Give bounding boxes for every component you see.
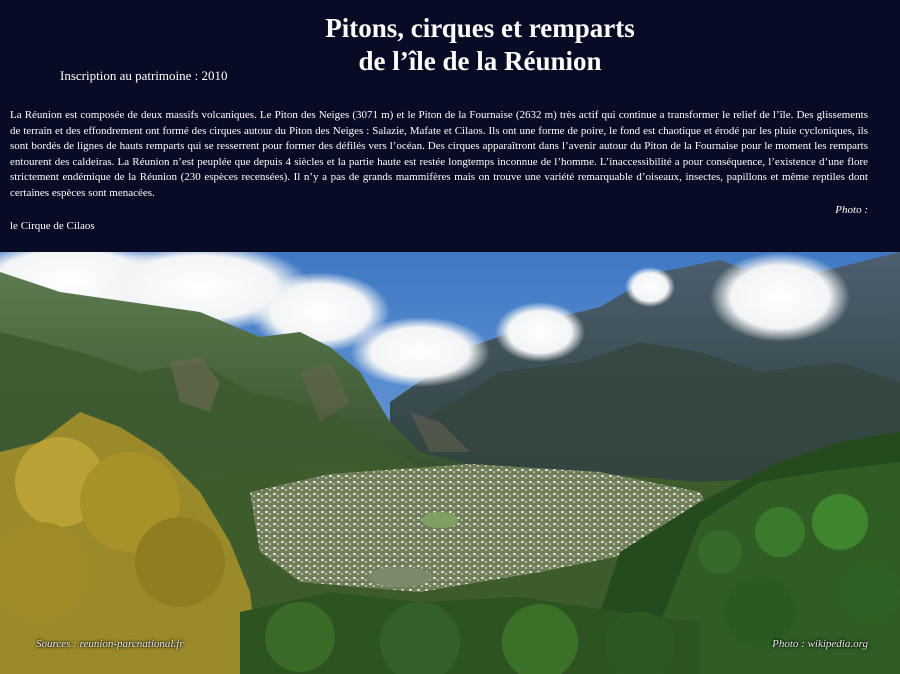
inscription-date: Inscription au patrimoine : 2010	[60, 68, 228, 83]
photo-caption	[10, 203, 868, 234]
photo-credit: Photo : wikipedia.org	[772, 638, 868, 650]
photo-caption-label: Photo :	[835, 204, 868, 216]
description-paragraph: La Réunion est composée de deux massifs volcaniques. Le Piton des Neiges (3071 m) et le Piton de la Fournaise (2632 m) très actif qui continue a transformer le relief de l’île. Des glissements de terrain et des effondrement ont formé des cirques autour du Piton des Neiges : Salazie, Mafate et Cilaos. Ils ont une forme de poire, le fond est chaotique et érodé par les pluie cycloniques, ils sont bordés de lignes de hauts remparts qui se resserrent pour former des défilés vers l’océan. Des cirques apparaîtront dans l’avenir autour du Piton de la Fournaise pour le moment les remparts entourent des caldeiras. La Réunion n’est peuplée que depuis 4 siècles et la partie haute est restée longtemps inconnue de l’homme. L’inaccessibilité a pour conséquence, l’existence d’une flore strictement endémique de la Réunion (230 espèces recensées). Il n’y a pas de grands mammifères mais on trouve une variété remarquable d’oiseaux, insectes, papillons et même reptiles dont certaines espèces sont menacées.	[10, 109, 868, 199]
photo-caption-subject: le Cirque de Cilaos	[10, 219, 95, 232]
page-title	[280, 12, 680, 78]
sources-credit: Sources : reunion-parcnational.fr	[36, 638, 184, 650]
title-line-1: Pitons, cirques et remparts	[325, 13, 635, 43]
header-band	[0, 0, 900, 252]
title-line-2: de l’île de la Réunion	[358, 46, 602, 76]
cirque-de-cilaos-photo	[0, 252, 900, 674]
